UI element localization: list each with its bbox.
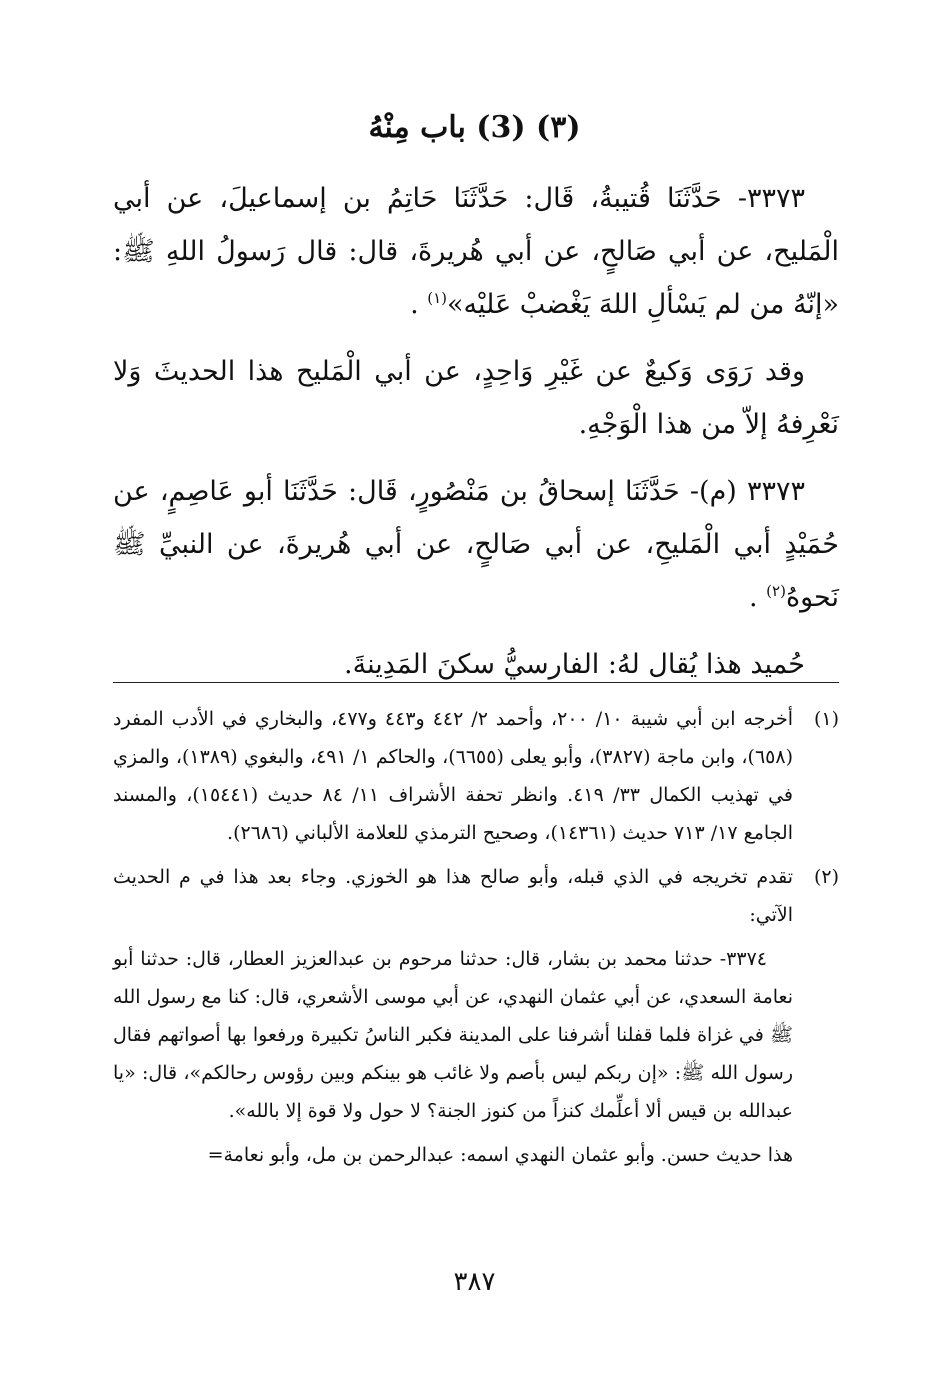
hadith-3373m: [113, 465, 839, 624]
footnote-ref-1[interactable]: (١): [427, 289, 448, 307]
footnote-body-1: [113, 700, 793, 852]
comment-paragraph-1: وقد رَوَى وَكيعٌ عن غَيْرِ وَاحِدٍ، عن أبي الْمَليح هذا الحديثَ وَلا نَعْرِفهُ إلاّ من هذا الْوَجْهِ.: [113, 356, 839, 440]
footnote-quoted-hadith-3374: ٣٣٧٤- حدثنا محمد بن بشار، قال: حدثنا مرحوم بن عبدالعزيز العطار، قال: حدثنا أبو نعامة السعدي، عن أبي عثمان النهدي، عن أبي موسى الأشعري، قال: كنا مع رسول الله ﷺ في غزاة فلما قفلنا أشرفنا على المدينة فكبر الناسُ تكبيرة ورفعوا بها أصواتهم فقال رسول الله ﷺ: «إن ربكم ليس بأصم ولا غائب هو بينكم وبين رؤوس رحالكم»، قال: «يا عبدالله بن قيس ألا أعلِّمك كنزاً من كنوز الجنة؟ لا حول ولا قوة إلا بالله».: [113, 948, 793, 1122]
main-text: [113, 172, 839, 705]
footnote-continuation: هذا حديث حسن. وأبو عثمان النهدي اسمه: عبدالرحمن بن مل، وأبو نعامة=: [207, 1144, 793, 1166]
footnote-number-2: (٢): [813, 866, 839, 888]
page-number: ٣٨٧: [453, 1267, 496, 1297]
hadith-3373: [113, 172, 839, 331]
footnote-1: [113, 700, 839, 852]
chapter-title: (٣) (3) باب مِنْهُ: [368, 110, 581, 145]
footnote-2: [113, 858, 839, 1130]
footnotes-section: [113, 700, 839, 1174]
footnote-text-2: تقدم تخريجه في الذي قبله، وأبو صالح هذا هو الخوزي. وجاء بعد هذا في م الحديث الآتي:: [113, 866, 793, 926]
footnote-divider: [113, 682, 839, 683]
footnote-ref-2[interactable]: (٢): [766, 582, 786, 600]
hadith-3373m-text: ٣٣٧٣ (م)- حَدَّثَنَا إسحاقُ بن مَنْصُورٍ، قَال: حَدَّثَنَا أبو عَاصِمٍ، عن حُمَيْدٍ أبي الْمَليحِ، عن أبي صَالحٍ، عن أبي هُريرةَ، عن النبيِّ ﷺ نَحوهُ: [113, 476, 839, 613]
hadith-3373-end: .: [410, 289, 428, 320]
comment-paragraph-2: حُميد هذا يُقال لهُ: الفارسيُّ سكنَ المَدِينةَ.: [344, 649, 805, 680]
hadith-3373m-end: .: [749, 582, 767, 613]
footnote-number-1: (١): [813, 708, 839, 730]
footnote-body-2: [113, 858, 793, 1130]
footnote-text-1: أخرجه ابن أبي شيبة ١٠/ ٢٠٠، وأحمد ٢/ ٤٤٢ و٤٤٣ و٤٧٧، والبخاري في الأدب المفرد (٦٥٨)، وابن ماجة (٣٨٢٧)، وأبو يعلى (٦٦٥٥)، والحاكم ١/ ٤٩١، والبغوي (١٣٨٩)، والمزي في تهذيب الكمال ٣٣/ ٤١٩. وانظر تحفة الأشراف ١١/ ٨٤ حديث (١٥٤٤١)، والمسند الجامع ١٧/ ٧١٣ حديث (١٤٣٦١)، وصحيح الترمذي للعلامة الألباني (٢٦٨٦).: [113, 708, 794, 844]
hadith-3373-text: ٣٣٧٣- حَدَّثَنَا قُتيبةُ، قَال: حَدَّثَنَا حَاتِمُ بن إسماعيلَ، عن أبي الْمَليح، عن أبي صَالحٍ، عن أبي هُريرةَ، قال: قال رَسولُ اللهِ ﷺ: «إنّهُ من لم يَسْألِ اللهَ يَغْضبْ عَليْه»: [113, 183, 839, 320]
